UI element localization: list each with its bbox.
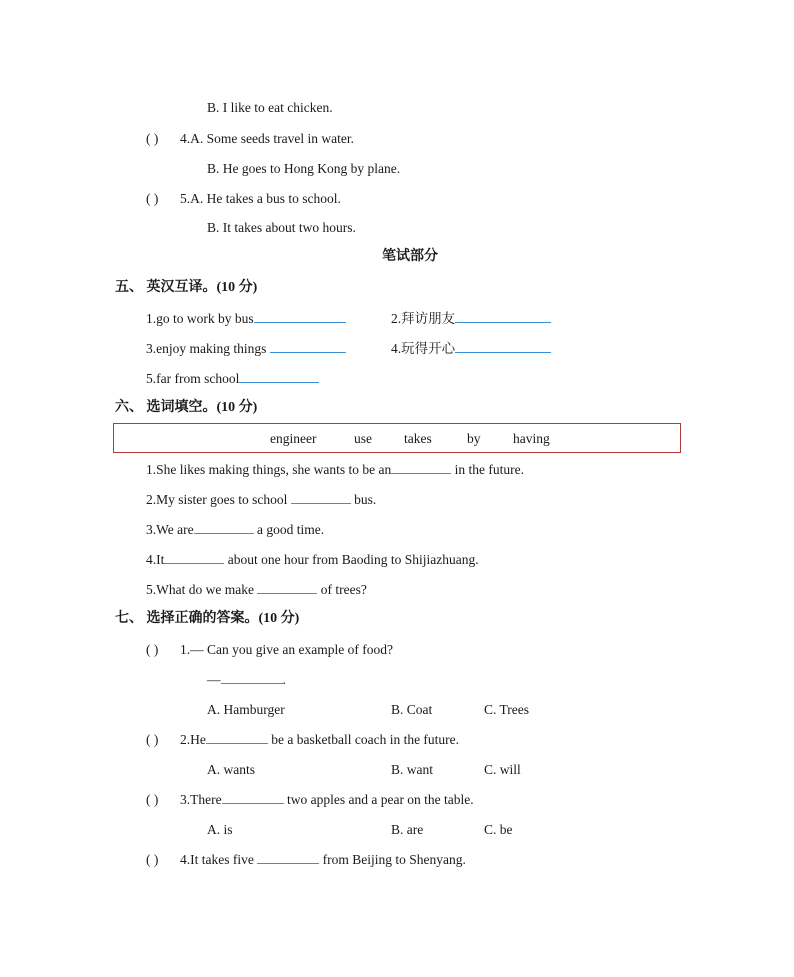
answer-blank[interactable] [455, 310, 551, 323]
answer-blank[interactable] [455, 340, 551, 353]
section7-q1-response: — . [207, 672, 286, 687]
section7-q3-option-b: B. are [391, 822, 424, 837]
answer-blank[interactable] [257, 851, 319, 864]
section7-q2-stem: ( ) 2.He be a basketball coach in the future. [146, 732, 460, 747]
section6-sentence-4: 4.It about one hour from Baoding to Shijiazhuang. [146, 552, 479, 567]
section5-item-1: 1.go to work by bus [146, 310, 346, 328]
section7-q1-option-c: C. Trees [484, 702, 530, 717]
section7-q3-option-a: A. is [207, 822, 233, 837]
answer-blank[interactable] [239, 370, 319, 383]
section6-sentence-3: 3.We are a good time. [146, 522, 325, 537]
word-bank-item: engineer [270, 431, 317, 446]
answer-paren[interactable]: ( ) [146, 852, 159, 867]
listening-q5-option-b: B. It takes about two hours. [207, 220, 356, 235]
answer-blank[interactable] [270, 340, 346, 353]
answer-paren[interactable]: ( ) [146, 792, 159, 807]
section6-sentence-2: 2.My sister goes to school bus. [146, 492, 377, 507]
listening-q4-option-a: ( ) 4.A. Some seeds travel in water. [146, 131, 354, 146]
answer-blank[interactable] [222, 791, 284, 804]
word-bank-item: by [467, 431, 481, 446]
section7-q3-option-c: C. be [484, 822, 513, 837]
section6-sentence-5: 5.What do we make of trees? [146, 582, 367, 597]
answer-blank[interactable] [194, 521, 254, 534]
section5-item-2: 2.拜访朋友 [391, 310, 551, 328]
written-part-title: 笔试部分 [382, 249, 438, 264]
section5-item-3: 3.enjoy making things [146, 340, 346, 358]
answer-blank[interactable] [254, 310, 346, 323]
answer-blank[interactable] [391, 461, 451, 474]
section7-q2-option-c: C. will [484, 762, 521, 777]
answer-blank[interactable] [221, 671, 283, 684]
section7-q1-option-a: A. Hamburger [207, 702, 285, 717]
section7-q1-stem: ( ) 1.— Can you give an example of food? [146, 642, 393, 657]
section5-item-4: 4.玩得开心 [391, 340, 551, 358]
word-bank-item: use [354, 431, 372, 446]
answer-paren[interactable]: ( ) [146, 732, 159, 747]
section6-heading: 六、 选词填空。(10 分) [115, 400, 258, 415]
section7-q3-stem: ( ) 3.There two apples and a pear on the table. [146, 792, 474, 807]
answer-paren[interactable]: ( ) [146, 191, 159, 206]
listening-q3-option-b: B. I like to eat chicken. [207, 100, 333, 115]
section7-q2-option-b: B. want [391, 762, 433, 777]
section7-heading: 七、 选择正确的答案。(10 分) [115, 611, 300, 626]
listening-q5-option-a: ( ) 5.A. He takes a bus to school. [146, 191, 341, 206]
word-bank-box [113, 423, 681, 453]
section7-q2-option-a: A. wants [207, 762, 255, 777]
word-bank-item: takes [404, 431, 432, 446]
listening-q4-option-b: B. He goes to Hong Kong by plane. [207, 161, 401, 176]
section7-q1-option-b: B. Coat [391, 702, 433, 717]
answer-blank[interactable] [164, 551, 224, 564]
section7-q4-stem: ( ) 4.It takes five from Beijing to Shenyang. [146, 852, 466, 867]
answer-blank[interactable] [206, 731, 268, 744]
section5-heading: 五、 英汉互译。(10 分) [115, 280, 258, 295]
answer-paren[interactable]: ( ) [146, 642, 159, 657]
word-bank-item: having [513, 431, 550, 446]
section5-item-5: 5.far from school [146, 370, 319, 388]
answer-blank[interactable] [291, 491, 351, 504]
answer-paren[interactable]: ( ) [146, 131, 159, 146]
answer-blank[interactable] [257, 581, 317, 594]
section6-sentence-1: 1.She likes making things, she wants to be an in the future. [146, 462, 524, 477]
